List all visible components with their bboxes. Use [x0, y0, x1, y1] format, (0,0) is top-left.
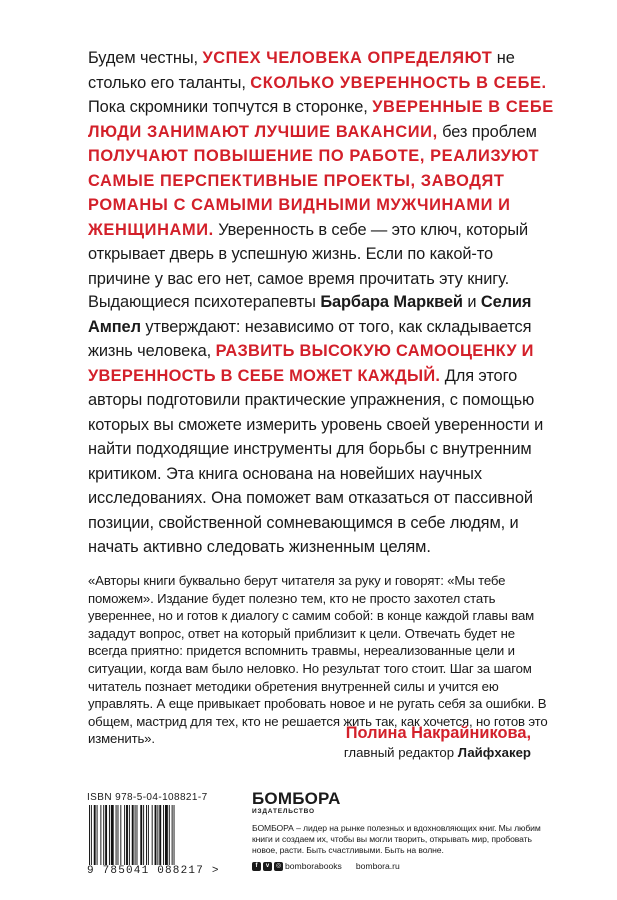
authors-paragraph: [88, 290, 558, 560]
vk-icon: v: [263, 862, 272, 871]
instagram-icon: ◎: [275, 862, 282, 869]
publisher-contacts: [252, 861, 552, 871]
publisher-website-link[interactable]: bombora.ru: [355, 861, 400, 871]
publisher-sublabel: ИЗДАТЕЛЬСТВО: [252, 808, 315, 815]
author-name-ampel: Селия Ампел: [88, 293, 532, 336]
reviewer-role-prefix: главный редактор: [343, 745, 458, 760]
facebook-icon: f: [252, 862, 261, 871]
publisher-block: [252, 790, 552, 871]
review-quote: «Авторы книги буквально берут читателя за руку и говорят: «Мы тебе поможем». Издание будет полезно тем, кто не просто захотел стать увереннее, но и готов к диалогу с самим собой: в конце каждой главы вам зададут вопрос, ответ на который приблизит к цели. Отвечать будет не всегда приятно: придется вспомнить травмы, нереализованные цели и ситуации, когда вам было неловко. Но результат того стоит. Шаг за шагом читатель познает методики обретения внутренней силы и учится ею управлять. А еще привыкает пробовать новое и не ругать себя за ошибки. В общем, мастрид для тех, кто не решается жить так, как хочется, но готов это изменить».: [88, 573, 548, 747]
barcode-image: [87, 805, 207, 865]
text-segment: Для этого авторы подготовили практические упражнения, с помощью которых вы сможете измерить уровень своей уверенности и найти подходящие инструменты для борьбы с внутренним критиком. Эта книга основана на новейших научных исследованиях. Она поможет вам отказаться от пассивной позиции, свойственной сомневающимся в себе людям, и начать активно следовать жизненным целям.: [88, 366, 544, 556]
quote-attribution: [344, 722, 531, 762]
text-segment: без проблем: [437, 122, 537, 141]
isbn-block: [87, 792, 220, 877]
reviewer-name: Полина Накрайникова,: [345, 724, 531, 742]
highlight-phrase: СКОЛЬКО УВЕРЕННОСТЬ В СЕБЕ.: [250, 73, 547, 92]
text-segment: Выдающиеся психотерапевты: [88, 293, 321, 311]
reviewer-organization: Лайфхакер: [457, 745, 531, 760]
highlight-phrase: РАЗВИТЬ ВЫСОКУЮ САМООЦЕНКУ И УВЕРЕННОСТЬ В СЕБЕ МОЖЕТ КАЖДЫЙ.: [88, 342, 534, 385]
highlight-phrase: УВЕРЕННЫЕ В СЕБЕ ЛЮДИ ЗАНИМАЮТ ЛУЧШИЕ ВАКАНСИИ,: [88, 98, 554, 141]
text-segment: и: [462, 293, 481, 311]
isbn-label: ISBN 978-5-04-108821-7: [87, 792, 208, 803]
publisher-description: БОМБОРА – лидер на рынке полезных и вдохновляющих книг. Мы любим книги и создаем их, чтобы вы могли творить, открывать мир, пробовать новое, расти. Быть счастливыми. Быть на волне.: [252, 823, 541, 855]
barcode-digits: 9 785041 088217 >: [87, 865, 220, 877]
reviewer-role: [344, 744, 531, 762]
text-segment: утверждают: независимо от того, как складывается жизнь человека,: [88, 317, 532, 360]
highlight-phrase: УСПЕХ ЧЕЛОВЕКА ОПРЕДЕЛЯЮТ: [202, 49, 493, 67]
publisher-logo: БОМБОРА: [252, 789, 341, 808]
text-segment: не столько его таланты,: [88, 49, 515, 92]
intro-paragraph: [88, 46, 558, 291]
highlight-phrase: ПОЛУЧАЮТ ПОВЫШЕНИЕ ПО РАБОТЕ, РЕАЛИЗУЮТ САМЫЕ ПЕРСПЕКТИВНЫЕ ПРОЕКТЫ, ЗАВОДЯТ РОМАНЫ С САМЫМИ ВИДНЫМИ МУЖЧИНАМИ И ЖЕНЩИНАМИ.: [88, 147, 540, 239]
author-name-markway: Барбара Марквей: [320, 293, 463, 311]
text-segment: Будем честны,: [88, 49, 203, 67]
text-segment: Уверенность в себе — это ключ, который открывает дверь в успешную жизнь. Если по какой-то причине у вас его нет, самое время прочитать эту книгу.: [88, 220, 529, 288]
text-segment: Пока скромники топчутся в сторонке,: [88, 98, 373, 116]
social-handle[interactable]: bomborabooks: [285, 861, 342, 871]
